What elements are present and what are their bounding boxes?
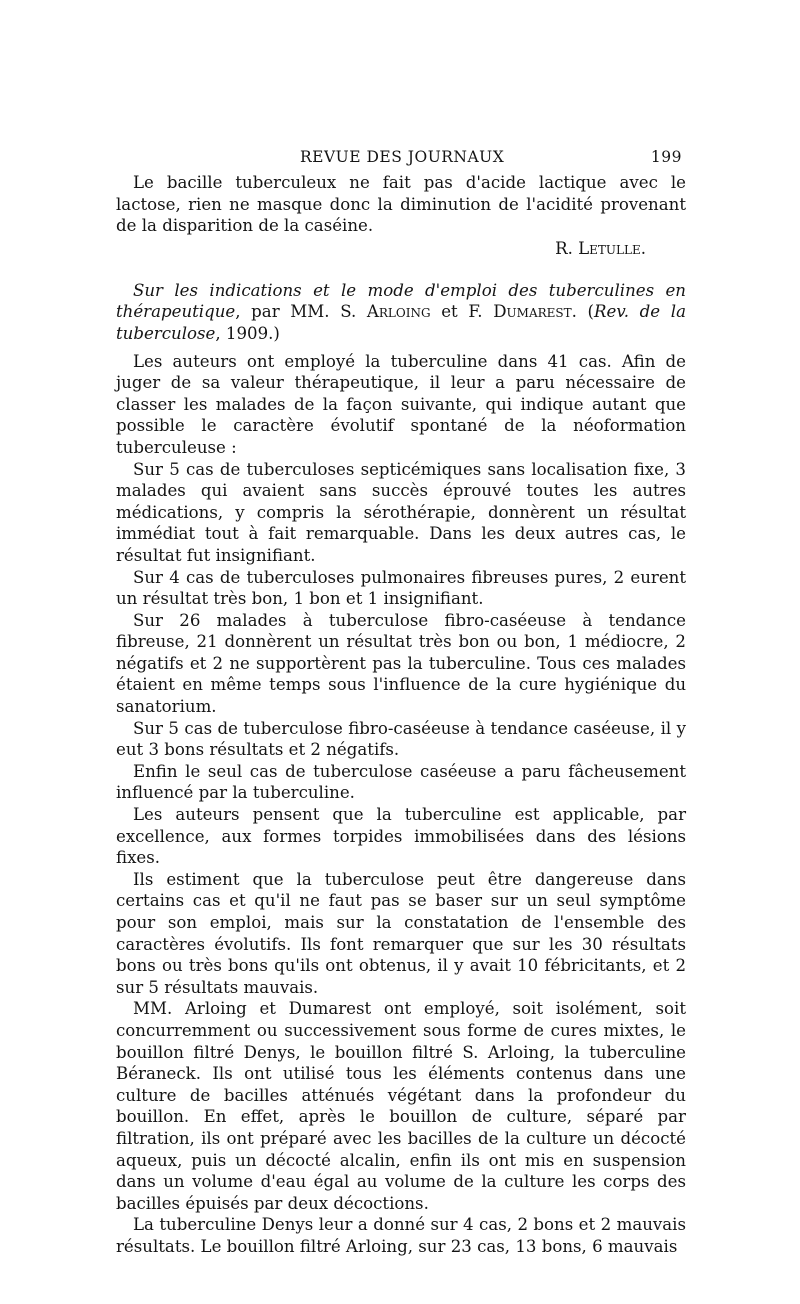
running-title: REVUE DES JOURNAUX (300, 148, 505, 166)
paragraph: Enfin le seul cas de tuberculose caséeuse a paru fâcheusement influencé par la tuberculine. (116, 761, 686, 803)
running-header (116, 148, 686, 172)
paragraph: Sur 5 cas de tuberculose fibro-caséeuse à tendance caséeuse, il y eut 3 bons résultats et 2 négatifs. (116, 718, 686, 760)
paragraph: Sur 26 malades à tuberculose fibro-caséeuse à tendance fibreuse, 21 donnèrent un résultat très bon ou bon, 1 médiocre, 2 négatifs et 2 ne supportèrent pas la tuberculine. Tous ces malades étaient en même temps sous l'influence de la cure hygiénique du sanatorium. (116, 610, 686, 717)
paragraph: Les auteurs ont employé la tuberculine dans 41 cas. Afin de juger de sa valeur thérapeutique, il leur a paru nécessaire de classer les malades de la façon suivante, qui indique autant que possible le caractère évolutif spontané de la néoformation tuberculeuse : (116, 351, 686, 457)
author-arloing: Arloing (366, 302, 431, 322)
paragraph: Sur 4 cas de tuberculoses pulmonaires fibreuses pures, 2 eurent un résultat très bon, 1 bon et 1 insignifiant. (116, 567, 686, 609)
paragraph: La tuberculine Denys leur a donné sur 4 cas, 2 bons et 2 mauvais résultats. Le bouillon filtré Arloing, sur 23 cas, 13 bons, 6 mauvais (116, 1215, 686, 1256)
paragraph: Sur 5 cas de tuberculoses septicémiques sans localisation fixe, 3 malades qui avaient sans succès éprouvé toutes les autres médications, y compris la sérothérapie, donnèrent un résultat immédiat tout à fait remarquable. Dans les deux autres cas, le résultat fut insignifiant. (116, 459, 686, 565)
review2-citation (116, 280, 686, 345)
paragraph: Les auteurs pensent que la tuberculine est applicable, par excellence, aux formes torpides immobilisées dans des lésions fixes. (116, 805, 686, 868)
citation-et: et F. (441, 302, 483, 322)
paragraph: MM. Arloing et Dumarest ont employé, soit isolément, soit concurremment ou successivement sous forme de cures mixtes, le bouillon filtré Denys, le bouillon filtré S. Arloing, la tuberculine Béraneck. Ils ont utilisé tous les éléments contenus dans une culture de bacilles atténués végétant dans la profondeur du bouillon. En effet, après le bouillon de culture, séparé par filtration, ils ont préparé avec les bacilles de la culture un décocté aqueux, puis un décocté alcalin, enfin ils ont mis en suspension dans un volume d'eau égal au volume de la culture les corps des bacilles épuisés par deux décoctions. (116, 999, 686, 1213)
citation-year: , 1909.) (215, 323, 280, 343)
citation-source-open: . ( (571, 302, 595, 322)
article-title: Sur les indications et le mode d'emploi des tuberculines en thérapeutique (116, 280, 686, 322)
review2-body (116, 351, 686, 1258)
journal-name: Rev. de la tuberculose (116, 302, 686, 343)
book-page (116, 148, 686, 1258)
paragraph: Ils estiment que la tuberculose peut être dangereuse dans certains cas et qu'il ne faut pas se baser sur un seul symptôme pour son emploi, mais sur la constatation de l'ensemble des caractères évolutifs. Ils font remarquer que sur les 30 résultats bons ou très bons qu'ils ont obtenus, il y avait 10 fébricitants, et 2 sur 5 résultats mauvais. (116, 869, 686, 997)
page-number: 199 (650, 148, 682, 166)
author-dumarest: Dumarest (493, 302, 572, 322)
review1-closing-paragraph: Le bacille tuberculeux ne fait pas d'acide lactique avec le lactose, rien ne masque donc la diminution de l'acidité provenant de la disparition de la caséine. (116, 173, 686, 236)
review1-signature: R. Letulle. (555, 238, 646, 258)
citation-par: , par MM. S. (235, 302, 357, 322)
